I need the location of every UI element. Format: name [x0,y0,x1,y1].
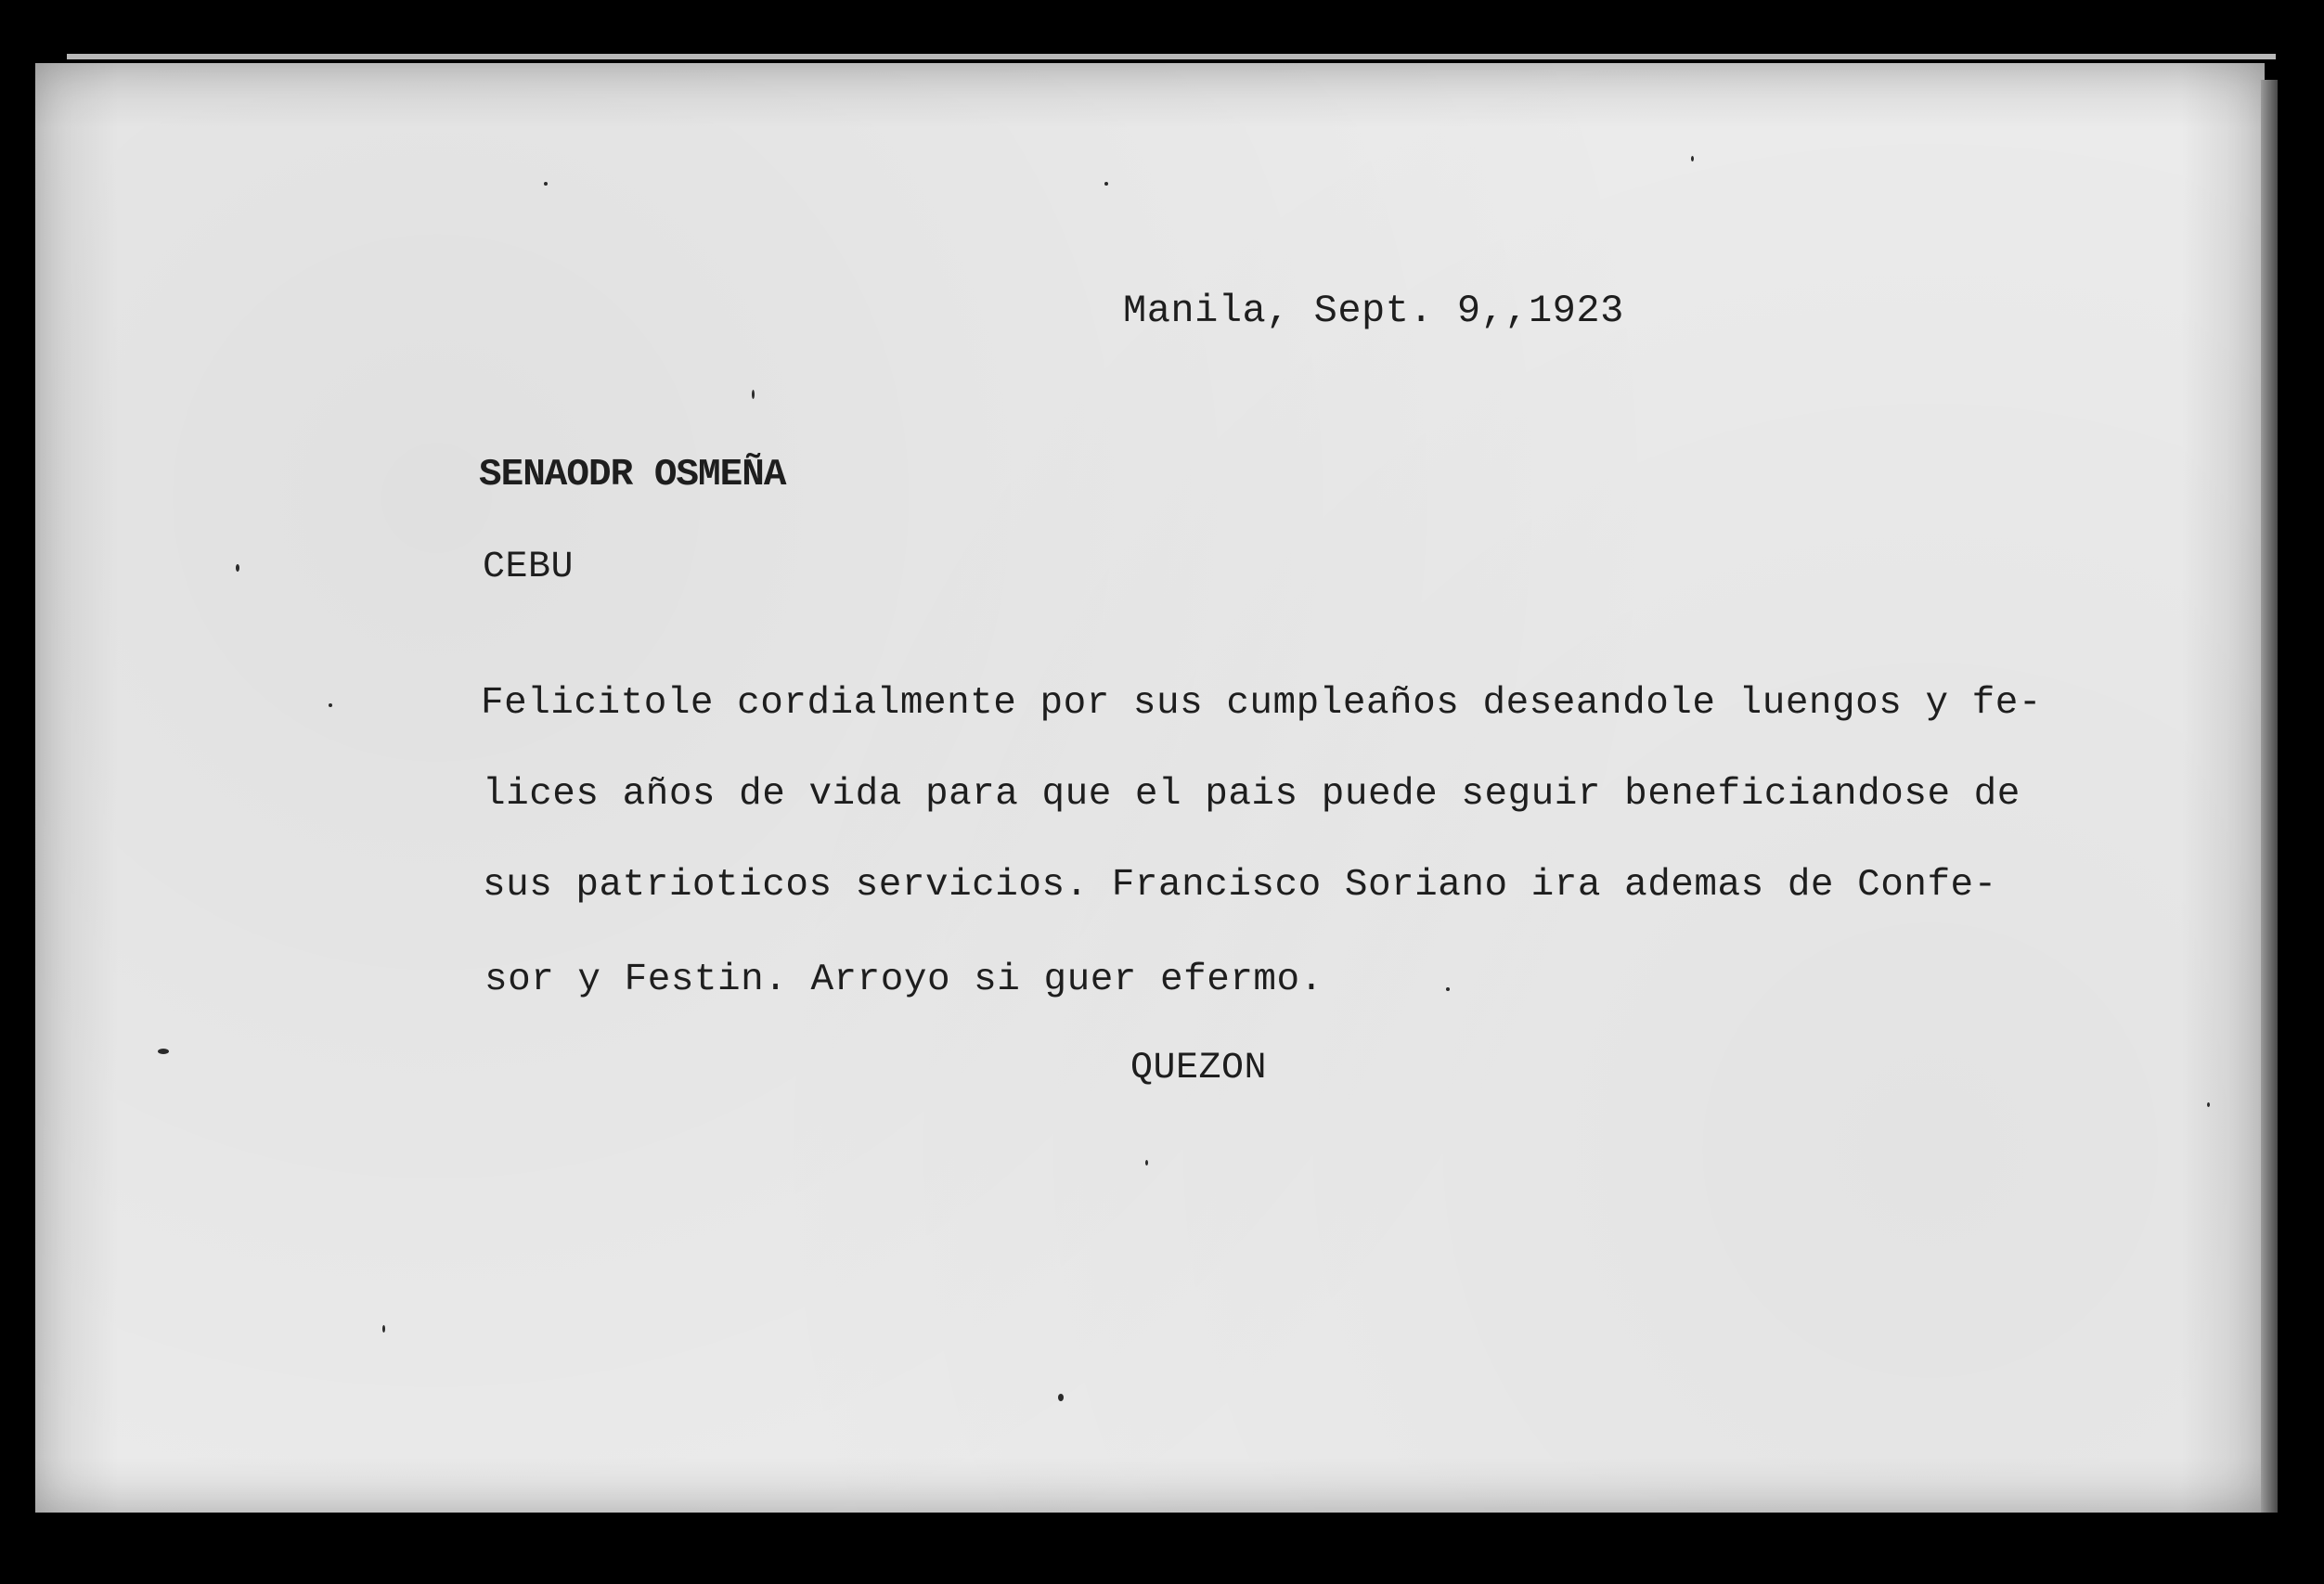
body-line: Felicitole cordialmente por sus cumpleaños deseandole luengos y fe- [481,682,2042,725]
paper-speck [1691,156,1694,161]
top-edge-strip [67,54,2276,59]
dateline: Manila, Sept. 9,,1923 [1123,289,1624,333]
paper-speck [1446,987,1450,991]
paper-speck [329,703,332,707]
paper-speck [236,564,239,572]
paper-speck [1104,182,1108,186]
signature: QUEZON [1130,1048,1268,1089]
paper-right-edge [2261,80,2278,1513]
body-line: sus patrioticos servicios. Francisco Soriano ira ademas de Confe- [483,864,1997,907]
paper-speck [1145,1160,1148,1165]
paper-speck [382,1325,385,1333]
paper-speck [752,390,755,399]
paper-speck [2207,1102,2210,1107]
paper-speck [1058,1394,1064,1401]
addressee-place: CEBU [483,547,575,588]
addressee: SENAODR OSMEÑA [479,454,786,496]
paper-speck [158,1049,169,1054]
body-line: sor y Festin. Arroyo si guer efermo. [484,959,1323,1001]
paper-speck [544,182,548,186]
body-line: lices años de vida para que el pais puede seguir beneficiandose de [483,773,2021,816]
